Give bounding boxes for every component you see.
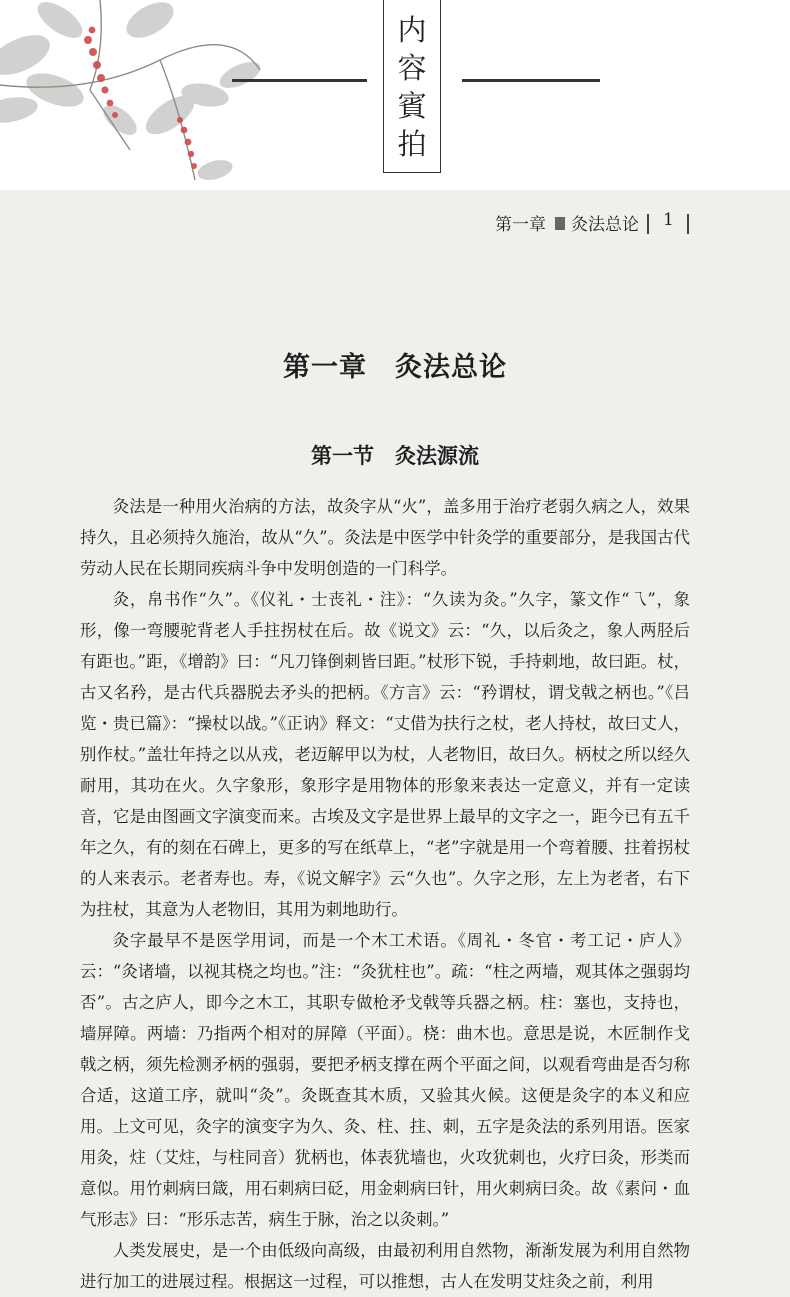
paragraph: 灸法是一种用火治病的方法，故灸字从“火”，盖多用于治疗老弱久病之人，效果持久，且必须持久施治，故从“久”。灸法是中医学中针灸学的重要部分，是我国古代劳动人民在长期同疾病斗争中发明创造的一门科学。 [80, 497, 690, 578]
banner-title-char: 拍 [397, 127, 427, 161]
page-number: 1 [663, 210, 674, 230]
running-header [495, 210, 715, 238]
banner-rule-right [462, 79, 600, 82]
section-title: 第一节 灸法源流 [311, 443, 479, 468]
banner-title-char: 内 [397, 13, 427, 47]
banner-title-box [383, 0, 441, 173]
header-title: 灸法总论 [571, 215, 639, 235]
header-divider [647, 214, 649, 234]
header-separator-square [555, 217, 565, 230]
paragraph: 灸字最早不是医学用词，而是一个木工术语。《周礼・冬官・考工记・庐人》云：“灸诸墙，以视其桡之均也。”注：“灸犹柱也”。疏：“柱之两墙，观其体之强弱均否”。古之庐人，即今之木工，其职专做枪矛戈戟等兵器之柄。柱：塞也，支持也，墙屏障。两墙：乃指两个相对的屏障（平面）。桡：曲木也。意思是说，木匠制作戈戟之柄，须先检测矛柄的强弱，要把矛柄支撑在两个平面之间，以观看弯曲是否匀称合适，这道工序，就叫“灸”。灸既查其木质，又验其火候。这便是灸字的本义和应用。上文可见，灸字的演变字为久、灸、柱、拄、刺，五字是灸法的系列用语。医家用灸，炷（艾炷，与柱同音）犹柄也，体表犹墙也，火攻犹刺也，火疗曰灸，形类而意似。用竹刺病曰箴，用石刺病曰砭，用金刺病曰针，用火刺病曰灸。故《素问・血气形志》曰：“形乐志苦，病生于脉，治之以灸刺。” [80, 931, 690, 1229]
body-text [80, 491, 690, 1297]
paragraph: 人类发展史，是一个由低级向高级，由最初利用自然物，渐渐发展为利用自然物进行加工的进展过程。根据这一过程，可以推想，古人在发明艾炷灸之前，利用 [80, 1241, 690, 1291]
top-banner [0, 0, 790, 190]
header-chapter: 第一章 [495, 215, 546, 235]
chapter-title: 第一章 灸法总论 [283, 352, 507, 383]
decorative-berry-branch-illustration [0, 0, 300, 190]
header-divider [687, 214, 689, 234]
banner-title-char: 賓 [397, 89, 427, 123]
banner-title-char: 容 [397, 51, 427, 85]
paragraph: 灸，帛书作“久”。《仪礼・士丧礼・注》：“久读为灸。”久字，篆文作“乁”，象形，像一弯腰驼背老人手拄拐杖在后。故《说文》云：“久，以后灸之，象人两胫后有距也。”距，《增韵》曰：“凡刀锋倒刺皆曰距。”杖形下锐，手持刺地，故曰距。杖，古又名矜，是古代兵器脱去矛头的把柄。《方言》云：“矜谓杖，谓戈戟之柄也。”《吕览・贵已篇》：“操杖以战。”《正讷》释文：“丈借为扶行之杖，老人持杖，故曰丈人，别作杖。”盖壮年持之以从戎，老迈解甲以为杖，人老物旧，故曰久。柄杖之所以经久耐用，其功在火。久字象形，象形字是用物体的形象来表达一定意义，并有一定读音，它是由图画文字演变而来。古埃及文字是世界上最早的文字之一，距今已有五千年之久，有的刻在石碑上，更多的写在纸草上，“老”字就是用一个弯着腰、拄着拐杖的人来表示。老者寿也。寿，《说文解字》云“久也”。久字之形，左上为老者，右下为拄杖，其意为人老物旧，其用为刺地助行。 [80, 590, 690, 919]
banner-rule-left [232, 79, 367, 82]
